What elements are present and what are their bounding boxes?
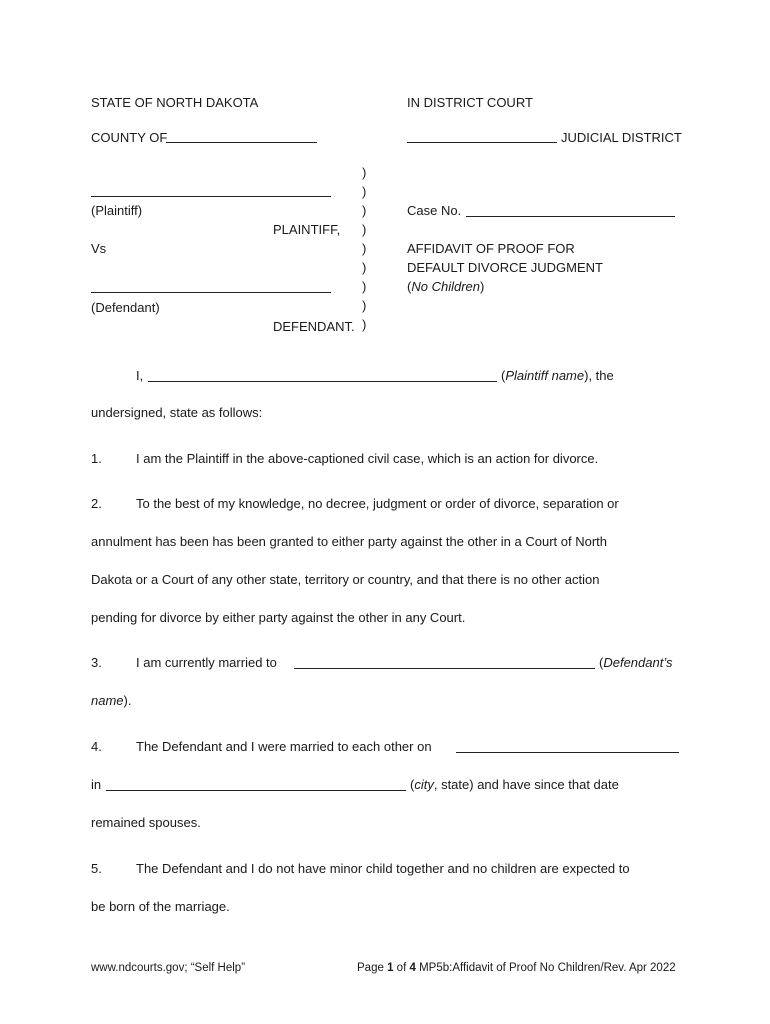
plaintiff-name-field-line[interactable] (148, 381, 497, 382)
case-number-label: Case No. (407, 203, 462, 218)
footer-page-info (357, 962, 676, 974)
judicial-district-label: JUDICIAL DISTRICT (561, 130, 682, 145)
case-number-blank-line[interactable] (466, 216, 675, 217)
paragraph-5-text: The Defendant and I do not have minor child together and no children are expected to (136, 861, 630, 876)
defendant-note: (Defendant) (91, 300, 160, 315)
caption-paren: ) (362, 184, 367, 199)
paren-open: ( (410, 777, 415, 792)
paragraph-3-line2 (91, 693, 131, 709)
versus-label: Vs (91, 241, 107, 256)
caption-paren: ) (362, 241, 367, 256)
paren-open: ( (599, 655, 604, 670)
paragraph-number: 1. (91, 451, 102, 466)
paragraph-2-line2: annulment has been has been granted to either party against the other in a Court of North (91, 534, 608, 549)
form-reference: MP5b:Affidavit of Proof No Children/Rev. Apr 2022 (419, 962, 676, 974)
paragraph-number: 5. (91, 861, 102, 876)
plaintiff-note: (Plaintiff) (91, 203, 143, 218)
caption-paren: ) (362, 222, 367, 237)
footer-website: www.ndcourts.gov; “Self Help” (91, 962, 246, 974)
intro-line2: undersigned, state as follows: (91, 405, 263, 420)
hint-close: ). (123, 693, 132, 708)
of-word: of (396, 962, 407, 974)
paragraph-number: 4. (91, 739, 102, 754)
paragraph-number: 3. (91, 655, 102, 670)
hint-rest: , state) and have since that date (433, 777, 619, 792)
defendant-name-field-line[interactable] (294, 668, 595, 669)
marriage-date-field-line[interactable] (456, 752, 679, 753)
paren-open: ( (407, 279, 412, 294)
marriage-place-field-line[interactable] (106, 790, 406, 791)
defendant-name-blank-line[interactable] (91, 292, 331, 293)
paren-open: ( (501, 368, 506, 383)
caption-paren: ) (362, 165, 367, 180)
paragraph-number: 2. (91, 496, 102, 511)
plaintiff-role: PLAINTIFF, (273, 222, 341, 237)
page-number: 1 (387, 962, 394, 974)
paragraph-2-line1: To the best of my knowledge, no decree, judgment or order of divorce, separation or (136, 496, 619, 511)
paren-close: ) (480, 279, 485, 294)
paragraph-4-line3: remained spouses. (91, 815, 201, 830)
paragraph-2-line4: pending for divorce by either party against the other in any Court. (91, 610, 466, 625)
defendant-hint-italic: Defendant’s (603, 655, 673, 670)
paragraph-1-text: I am the Plaintiff in the above-captioned civil case, which is an action for divorce. (136, 451, 599, 466)
caption-divider (362, 163, 372, 334)
caption-paren: ) (362, 317, 367, 332)
hint-close: ), the (584, 368, 614, 383)
marriage-place-hint (410, 777, 619, 793)
judicial-district-blank-line[interactable] (407, 142, 557, 143)
plaintiff-name-hint-italic: Plaintiff name (505, 368, 585, 383)
caption-paren: ) (362, 279, 367, 294)
caption-paren: ) (362, 298, 367, 313)
paragraph-4-text: The Defendant and I were married to each other on (136, 739, 432, 754)
caption-paren: ) (362, 203, 367, 218)
page-word: Page (357, 962, 384, 974)
intro-prefix: I, (136, 368, 144, 383)
state-heading: STATE OF NORTH DAKOTA (91, 95, 259, 110)
defendant-role: DEFENDANT. (273, 319, 355, 334)
county-blank-line[interactable] (166, 142, 317, 143)
caption-paren: ) (362, 260, 367, 275)
court-heading: IN DISTRICT COURT (407, 95, 533, 110)
defendant-name-hint (599, 655, 673, 671)
plaintiff-name-blank-line[interactable] (91, 196, 331, 197)
plaintiff-name-hint (501, 368, 614, 384)
document-title-line1: AFFIDAVIT OF PROOF FOR (407, 241, 575, 256)
city-hint-italic: city (414, 777, 434, 792)
paragraph-4-in: in (91, 777, 102, 792)
document-title-line3 (407, 279, 484, 295)
paragraph-3-text: I am currently married to (136, 655, 277, 670)
paragraph-2-line3: Dakota or a Court of any other state, territory or country, and that there is no other action (91, 572, 600, 587)
name-hint-italic: name (91, 693, 124, 708)
no-children-label: No Children (411, 279, 480, 294)
page-total: 4 (409, 962, 416, 974)
paragraph-5-line2: be born of the marriage. (91, 899, 230, 914)
county-label: COUNTY OF (91, 130, 168, 145)
document-title-line2: DEFAULT DIVORCE JUDGMENT (407, 260, 603, 275)
